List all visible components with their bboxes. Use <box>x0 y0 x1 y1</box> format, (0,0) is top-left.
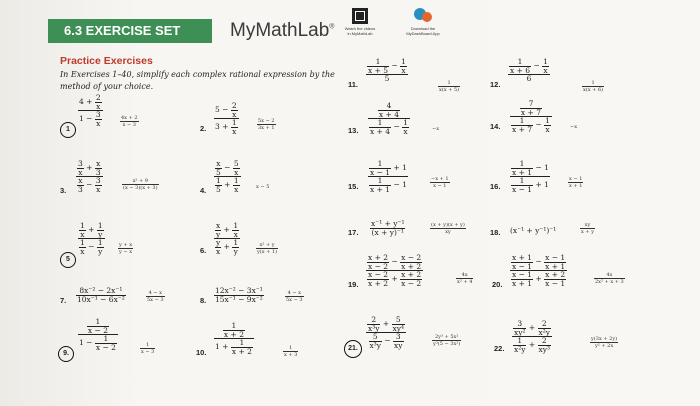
exercise-7-expression: $\frac{\text{8x⁻² − 2x⁻¹}}{\text{10x⁻¹ − 6x⁻²}}$ <box>77 286 125 304</box>
exercise-6-number: 6. <box>200 246 207 255</box>
exercise-10-number: 10. <box>196 348 207 357</box>
exercise-2-answer: $\frac{5x - 2}{3x + 1}$ <box>258 118 275 131</box>
film-icon <box>352 8 368 24</box>
exercise-10-expression: $\frac{1}{x + 2}$ 1 + $\frac{1}{x + 2}$ <box>215 321 252 356</box>
exercise-15-number: 15. <box>348 182 359 191</box>
exercise-16-answer: $\frac{x - 1}{x + 1}$ <box>569 176 583 189</box>
exercise-22-answer: $\frac{y(3x + 2y)}{\text{y² + 2x}}$ <box>591 336 618 349</box>
exercise-20-answer: $\frac{4x}{\text{2x² + x + 3}}$ <box>595 272 624 285</box>
exercise-13-number: 13. <box>348 126 359 135</box>
exercise-15-expression: $\frac{1}{x - 1}$ + 1 $\frac{1}{x + 1}$ − 1 <box>370 159 407 194</box>
exercise-21-answer: $\frac{\text{2y³ + 5x²}}{\text{y³(5 − 3x²)}}$ <box>433 334 461 347</box>
exercise-12-answer: $\frac{1}{x(x + 6)}$ <box>583 80 604 93</box>
practice-title: Practice Exercises <box>60 55 153 67</box>
exercise-4-expression: $\frac{x}{5}$ − $\frac{5}{x}$ $\frac{1}{5}$ + $\frac{1}{x}$ <box>216 159 239 194</box>
exercise-11-expression: $\frac{1}{x + 5}$ − $\frac{1}{x}$ 5 <box>368 57 406 83</box>
exercise-12-number: 12. <box>490 80 501 89</box>
exercise-16-expression: $\frac{1}{x + 1}$ − 1 $\frac{1}{x - 1}$ + 1 <box>512 159 549 194</box>
exercise-18-number: 18. <box>490 228 501 237</box>
exercise-16-number: 16. <box>490 182 501 191</box>
exercise-20-number: 20. <box>492 280 503 289</box>
dashboard-app-icon <box>412 6 434 24</box>
exercise-4-number: 4. <box>200 186 207 195</box>
exercise-20-expression: $\frac{x + 1}{x - 1}$ − $\frac{x - 1}{x + 1}$ $\frac{x - 1}{x + 1}$ + $\frac{x + 2}{x - 1}$ <box>512 253 566 288</box>
exercise-9-number-circled: 9. <box>58 346 74 362</box>
video-callout: Watch the videos in MyMathLab <box>340 8 380 36</box>
section-banner: 6.3 EXERCISE SET <box>48 19 212 43</box>
exercise-1-number-circled: 1 <box>60 122 76 138</box>
exercise-11-answer: $\frac{1}{x(x + 5)}$ <box>439 80 460 93</box>
exercise-4-answer: x − 5 <box>256 184 270 190</box>
exercise-19-expression: $\frac{x + 2}{x - 2}$ − $\frac{x - 2}{x + 2}$ $\frac{x - 2}{x + 2}$ + $\frac{x + 2}{x - 2}$ <box>368 253 422 288</box>
exercise-5-expression: $\frac{1}{x}$ + $\frac{1}{y}$ $\frac{1}{x}$ − $\frac{1}{y}$ <box>80 221 103 256</box>
exercise-22-expression: $\frac{3}{\text{xy²}}$ + $\frac{2}{\text{x²y}}$ $\frac{1}{\text{x²y}}$ + $\frac{2}{\text{xy³}}$ <box>514 319 551 354</box>
exercise-21-number-circled: 21. <box>344 340 362 358</box>
exercise-14-number: 14. <box>490 122 501 131</box>
exercise-17-answer: $\frac{(x + y)(x + y)}{xy}$ <box>431 222 465 235</box>
exercise-7-number: 7. <box>60 296 67 305</box>
exercise-8-number: 8. <box>200 296 207 305</box>
exercise-22-number: 22. <box>494 344 505 353</box>
exercise-14-answer: −x <box>570 124 578 130</box>
exercise-13-expression: $\frac{4}{x + 4}$ $\frac{1}{x + 4}$ − $\frac{1}{x}$ <box>370 101 408 136</box>
exercise-5-number-circled: 5 <box>60 252 76 268</box>
exercise-17-expression: $\frac{\text{x⁻¹ + y⁻¹}}{\text{(x + y)⁻¹}}$ <box>371 219 405 237</box>
exercise-1-answer: $\frac{4x + 2}{x - 3}$ <box>121 115 138 128</box>
exercise-8-expression: $\frac{\text{12x⁻² − 3x⁻¹}}{\text{15x⁻¹ − 9x⁻²}}$ <box>215 286 263 304</box>
exercise-3-number: 3. <box>60 186 67 195</box>
exercise-9-answer: $\frac{1}{x - 3}$ <box>141 342 155 355</box>
exercise-8-answer: $\frac{4 - x}{5x - 3}$ <box>286 290 303 303</box>
brand-logo: MyMathLab® <box>230 20 335 41</box>
exercise-10-answer: $\frac{1}{x + 3}$ <box>284 345 298 358</box>
exercise-1-expression: 4 + $\frac{2}{x}$ 1 − $\frac{3}{x}$ <box>79 93 101 128</box>
exercise-19-answer: $\frac{4x}{\text{x² + 4}}$ <box>457 272 473 285</box>
exercise-11-number: 11. <box>348 80 359 89</box>
exercise-2-number: 2. <box>200 124 207 133</box>
exercise-13-answer: −x <box>432 126 440 132</box>
instructions-text: In Exercises 1–40, simplify each complex rational expression by the method of your choice. <box>60 70 335 91</box>
exercise-21-expression: $\frac{2}{\text{x³y}}$ + $\frac{5}{\text{xy⁴}}$ $\frac{5}{\text{x³y}}$ − $\frac{3}{xy}$ <box>368 315 405 350</box>
exercise-6-expression: $\frac{x}{y}$ + $\frac{1}{x}$ $\frac{y}{x}$ + $\frac{1}{y}$ <box>216 221 239 256</box>
exercise-18-expression: (x⁻¹ + y⁻¹)⁻¹ <box>510 226 557 235</box>
exercise-3-expression: $\frac{3}{x}$ + $\frac{x}{3}$ $\frac{x}{3}$ − $\frac{3}{x}$ <box>78 159 101 194</box>
exercise-3-answer: $\frac{\text{x² + 9}}{(x - 3)(x + 3)}$ <box>123 178 158 191</box>
dashboard-callout: Download the MyDashBoard App <box>398 6 448 36</box>
exercise-19-number: 19. <box>348 280 359 289</box>
exercise-14-expression: $\frac{7}{x + 7}$ $\frac{1}{x + 7}$ − $\frac{1}{x}$ <box>512 99 550 134</box>
exercise-15-answer: $\frac{-x + 1}{x - 1}$ <box>431 176 449 189</box>
exercise-7-answer: $\frac{4 - x}{5x - 3}$ <box>147 290 164 303</box>
exercise-17-number: 17. <box>348 228 359 237</box>
exercise-6-answer: $\frac{\text{x² + y}}{y(x + 1)}$ <box>257 242 278 255</box>
exercise-12-expression: $\frac{1}{x + 6}$ − $\frac{1}{x}$ 6 <box>510 57 548 83</box>
exercise-2-expression: 5 − $\frac{2}{x}$ 3 + $\frac{1}{x}$ <box>215 101 237 136</box>
exercise-5-answer: $\frac{y + x}{y - x}$ <box>119 242 133 255</box>
exercise-9-expression: $\frac{1}{x - 2}$ 1 − $\frac{1}{x - 2}$ <box>79 317 116 352</box>
exercise-18-answer: $\frac{xy}{x + y}$ <box>581 222 595 235</box>
